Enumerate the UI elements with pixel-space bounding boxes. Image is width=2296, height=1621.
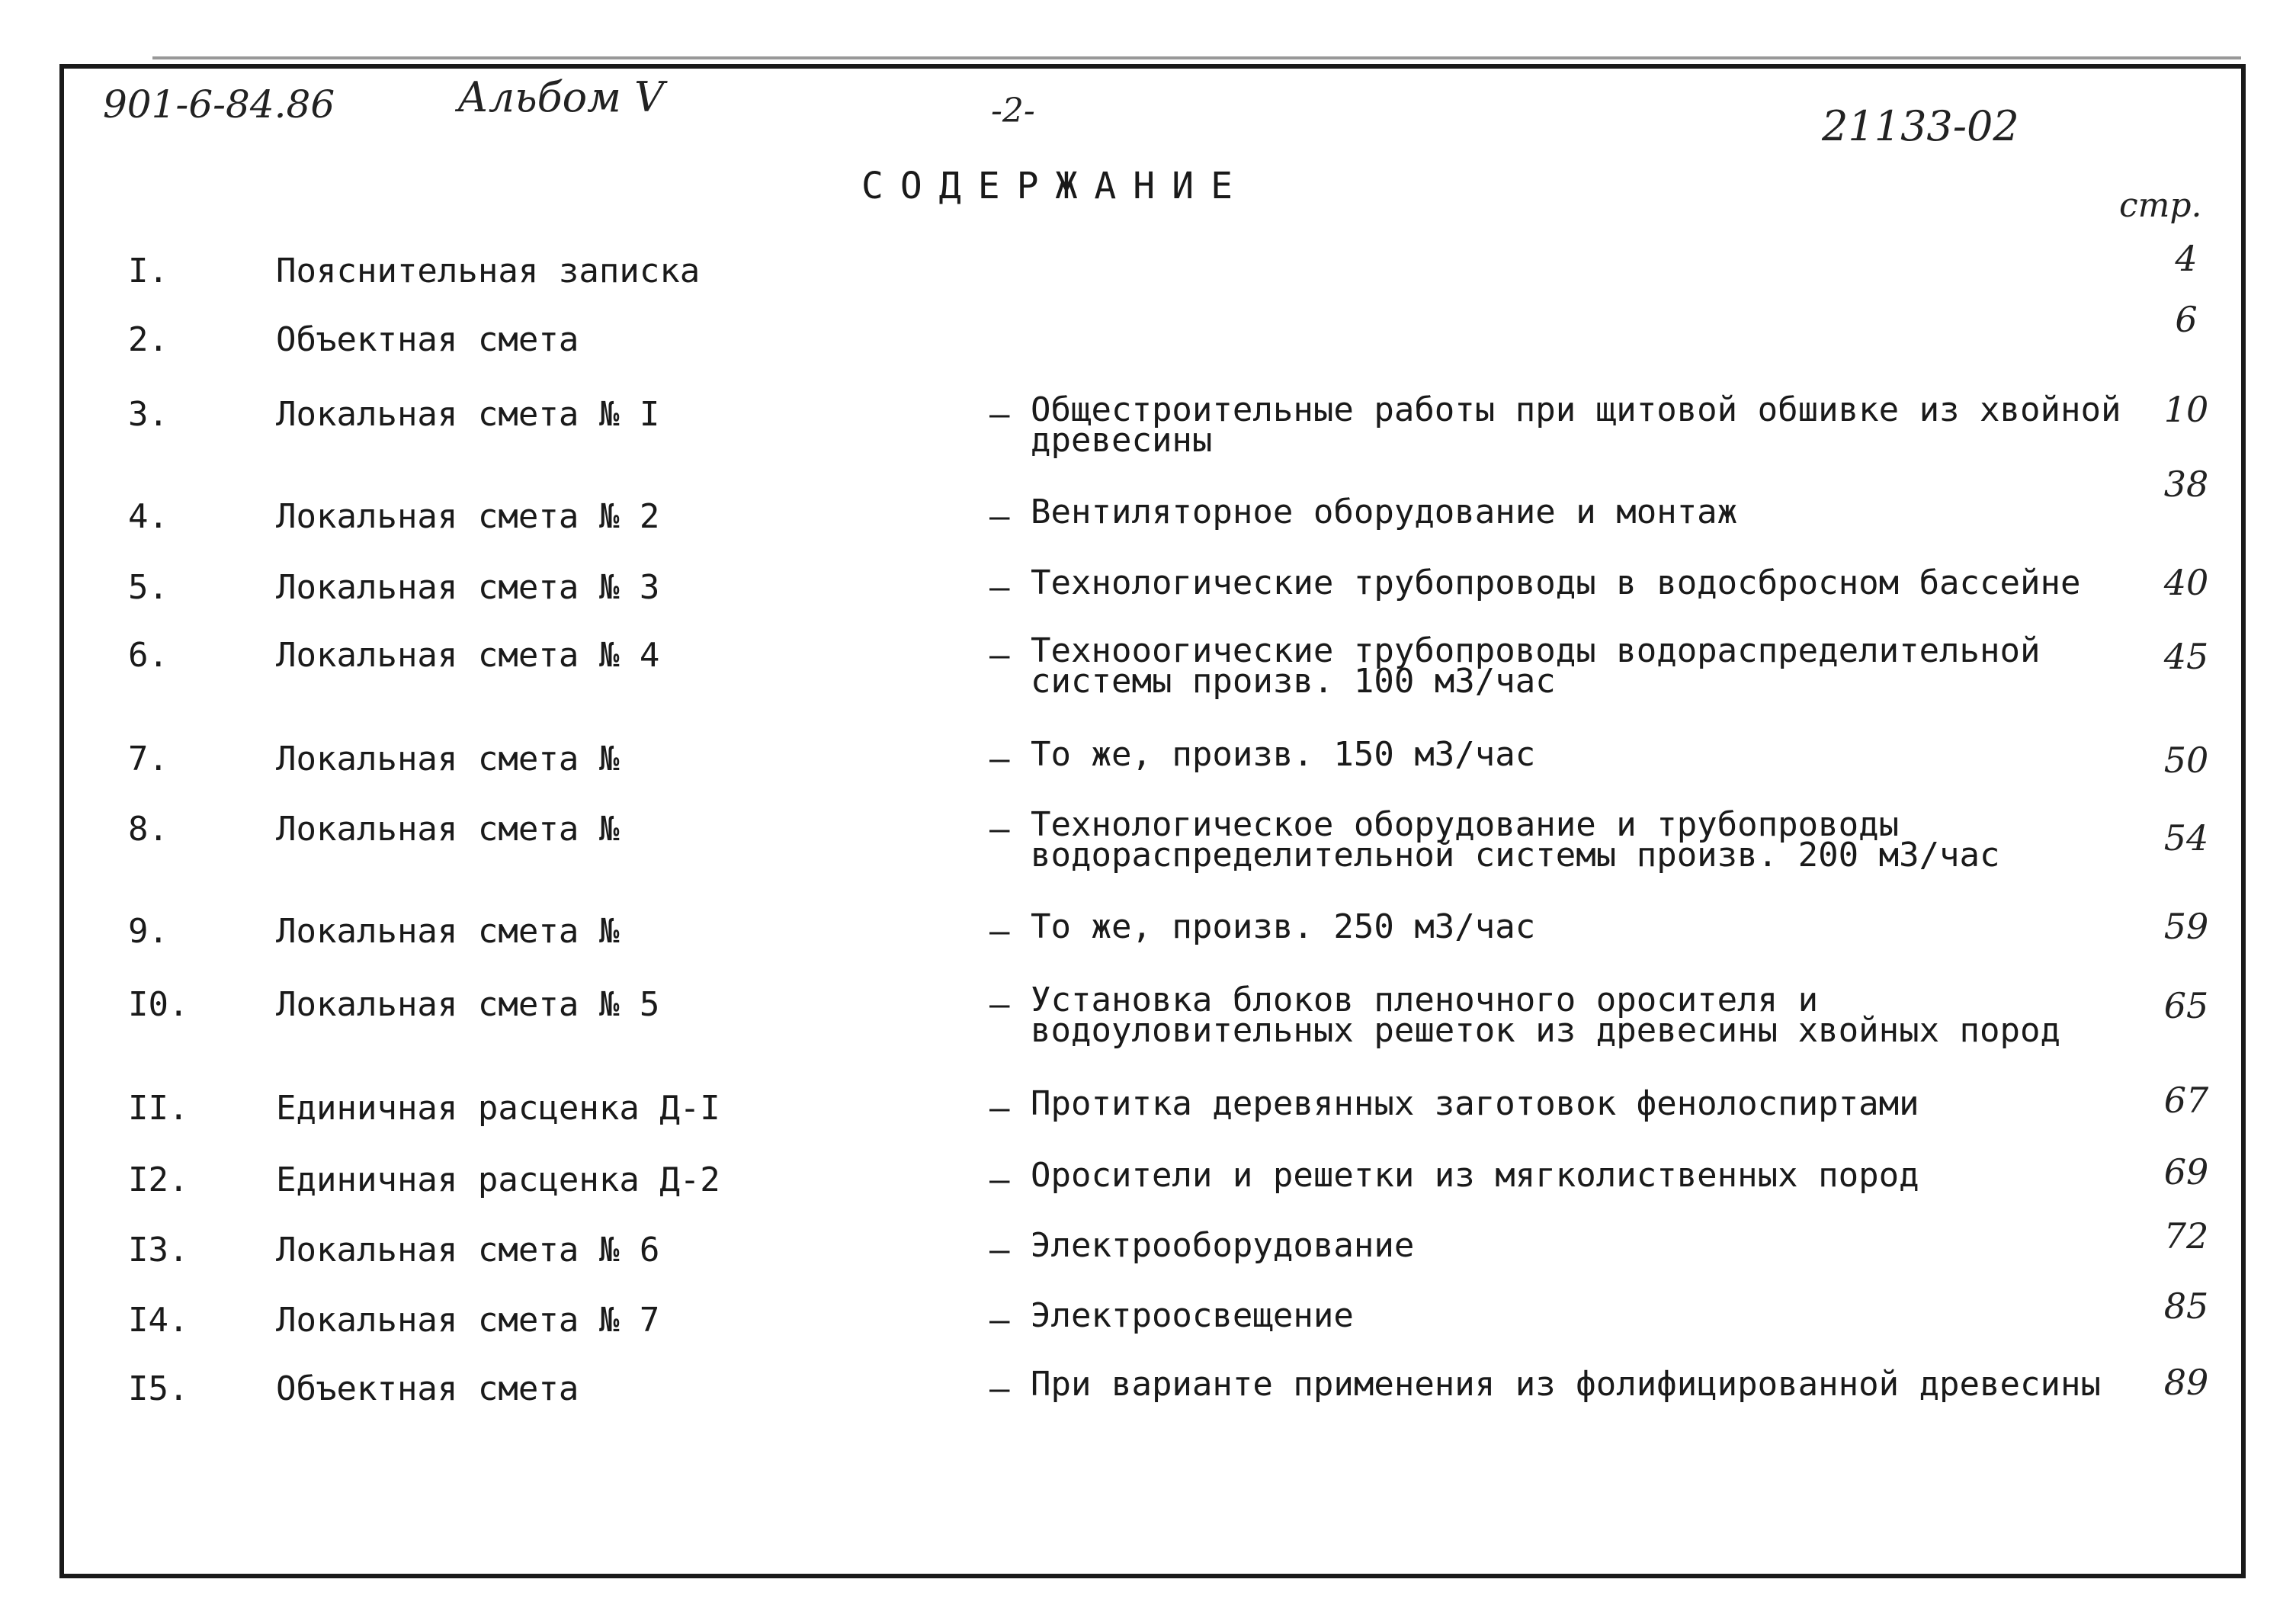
toc-number: I. (128, 252, 168, 290)
toc-description: Технооогические трубопроводы водораспределительной системы произв. 100 м3/час (1031, 631, 2041, 701)
toc-name: Локальная смета № 2 (276, 497, 660, 536)
doc-number: 21133-02 (1822, 102, 2019, 150)
scan-top-edge (152, 56, 2241, 59)
toc-number: I3. (128, 1231, 189, 1270)
toc-number: 2. (128, 320, 168, 359)
toc-page: 67 (2163, 1080, 2209, 1121)
toc-number: 8. (128, 810, 168, 849)
toc-page: 72 (2163, 1215, 2209, 1257)
toc-description: То же, произв. 150 м3/час (1031, 735, 1536, 774)
toc-page: 59 (2163, 906, 2209, 947)
page-column-label: стр. (2119, 186, 2202, 225)
toc-dash: – (989, 740, 1010, 778)
toc-description: Установка блоков пленочного оросителя и водоуловительных решеток из древесины хвойных пород (1031, 981, 2061, 1050)
toc-number: I4. (128, 1301, 189, 1340)
toc-description: Технологическое оборудование и трубопроводы водораспределительной системы произв. 200 м3/час (1031, 805, 2000, 875)
toc-page: 69 (2163, 1151, 2209, 1192)
toc-page: 6 (2175, 299, 2198, 340)
toc-dash: – (989, 1089, 1010, 1128)
toc-name: Локальная смета № I (276, 395, 660, 434)
toc-number: 6. (128, 636, 168, 675)
toc-name: Объектная смета (276, 320, 579, 359)
toc-number: II. (128, 1089, 189, 1128)
toc-name: Локальная смета № 6 (276, 1231, 660, 1270)
toc-dash: – (989, 1369, 1010, 1408)
toc-description: То же, произв. 250 м3/час (1031, 907, 1536, 946)
toc-dash: – (989, 1301, 1010, 1340)
toc-name: Единичная расценка Д-2 (276, 1160, 720, 1199)
toc-name: Локальная смета № 7 (276, 1301, 660, 1340)
toc-page: 54 (2163, 817, 2209, 859)
toc-description: Электрооборудование (1031, 1226, 1415, 1265)
toc-dash: – (989, 568, 1010, 607)
toc-dash: – (989, 810, 1010, 849)
toc-number: I2. (128, 1160, 189, 1199)
page-title: СОДЕРЖАНИЕ (861, 165, 1249, 207)
toc-name: Локальная смета № (276, 810, 620, 849)
toc-name: Локальная смета № 3 (276, 568, 660, 607)
toc-description: Протитка деревянных заготовок фенолоспиртами (1031, 1084, 1919, 1123)
toc-name: Локальная смета № (276, 740, 620, 778)
toc-page: 38 (2163, 464, 2209, 505)
toc-page: 89 (2163, 1362, 2209, 1403)
toc-page: 45 (2163, 636, 2209, 677)
toc-dash: – (989, 912, 1010, 951)
toc-dash: – (989, 497, 1010, 536)
toc-description: При варианте применения из фолифицированной древесины (1031, 1365, 2101, 1404)
toc-number: I0. (128, 985, 189, 1024)
toc-page: 50 (2163, 740, 2209, 781)
toc-number: 4. (128, 497, 168, 536)
toc-name: Локальная смета № 4 (276, 636, 660, 675)
toc-description: Вентиляторное оборудование и монтаж (1031, 493, 1738, 531)
toc-name: Объектная смета (276, 1369, 579, 1408)
toc-dash: – (989, 636, 1010, 675)
toc-dash: – (989, 1160, 1010, 1199)
toc-description: Оросители и решетки из мягколиственных пород (1031, 1156, 1919, 1195)
toc-page: 4 (2175, 238, 2198, 279)
page-number: -2- (991, 91, 1035, 130)
toc-description: Электроосвещение (1031, 1296, 1354, 1335)
toc-number: I5. (128, 1369, 189, 1408)
toc-page: 10 (2163, 389, 2209, 430)
album-label: Альбом V (457, 73, 665, 121)
toc-description: Технологические трубопроводы в водосбросном бассейне (1031, 563, 2081, 602)
toc-page: 85 (2163, 1286, 2209, 1327)
toc-name: Пояснительная записка (276, 252, 701, 290)
toc-name: Локальная смета № (276, 912, 620, 951)
toc-name: Единичная расценка Д-I (276, 1089, 720, 1128)
toc-number: 7. (128, 740, 168, 778)
toc-page: 40 (2163, 562, 2209, 603)
toc-name: Локальная смета № 5 (276, 985, 660, 1024)
document-code: 901-6-84.86 (103, 82, 335, 127)
toc-page: 65 (2163, 985, 2209, 1026)
toc-dash: – (989, 1231, 1010, 1270)
toc-number: 5. (128, 568, 168, 607)
toc-number: 9. (128, 912, 168, 951)
toc-description: Общестроительные работы при щитовой обшивке из хвойной древесины (1031, 390, 2121, 460)
toc-dash: – (989, 985, 1010, 1024)
toc-number: 3. (128, 395, 168, 434)
toc-dash: – (989, 395, 1010, 434)
